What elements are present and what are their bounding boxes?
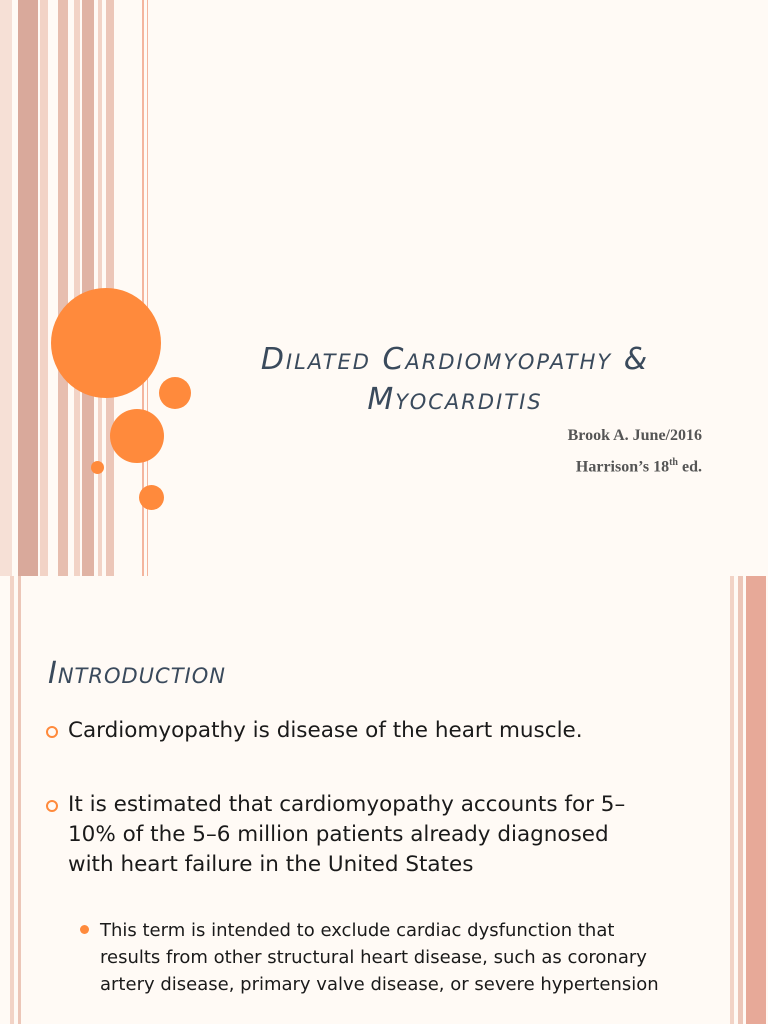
sub-bullet-text: This term is intended to exclude cardiac dysfunction that results from other structural heart disease, such as coronary artery disease, primary valve disease, or severe hypertension	[100, 920, 659, 995]
slide-title-line2: Myocarditis	[367, 382, 543, 417]
decorative-circle-medium	[110, 409, 164, 463]
reference-suffix: ed.	[678, 458, 702, 476]
decorative-circle-small	[139, 485, 164, 510]
reference-text: Harrison’s 18	[575, 458, 670, 476]
decorative-stripe	[74, 0, 80, 576]
author-text: Brook A. June/2016	[567, 427, 702, 444]
sub-bullet-marker-icon	[80, 925, 89, 934]
sub-bullet-item	[100, 917, 670, 998]
reference-superscript: th	[669, 457, 678, 468]
decorative-stripe	[40, 0, 48, 576]
bullet-text: Cardiomyopathy is disease of the heart muscle.	[68, 718, 583, 743]
decorative-stripe	[730, 576, 734, 1024]
slide-title-line1: Dilated Cardiomyopathy &	[260, 342, 650, 377]
slide-title	[180, 340, 730, 420]
slide-heading: Introduction	[48, 656, 226, 691]
bullet-item	[68, 716, 638, 746]
author-line	[402, 427, 702, 445]
decorative-stripe	[18, 576, 21, 1024]
decorative-circle-large	[51, 288, 161, 398]
decorative-stripe	[18, 0, 38, 576]
decorative-stripe	[10, 576, 14, 1024]
decorative-stripe	[82, 0, 94, 576]
bullet-marker-icon	[46, 726, 58, 738]
introduction-slide	[0, 576, 768, 1024]
decorative-circle-tiny	[91, 461, 104, 474]
decorative-stripe	[0, 0, 12, 576]
reference-line	[402, 457, 702, 476]
decorative-stripe	[58, 0, 68, 576]
bullet-marker-icon	[46, 800, 58, 812]
bullet-item	[68, 790, 638, 880]
bullet-text: It is estimated that cardiomyopathy accounts for 5–10% of the 5–6 million patients already diagnosed with heart failure in the United States	[68, 792, 626, 877]
decorative-stripe	[738, 576, 743, 1024]
decorative-stripe	[746, 576, 766, 1024]
